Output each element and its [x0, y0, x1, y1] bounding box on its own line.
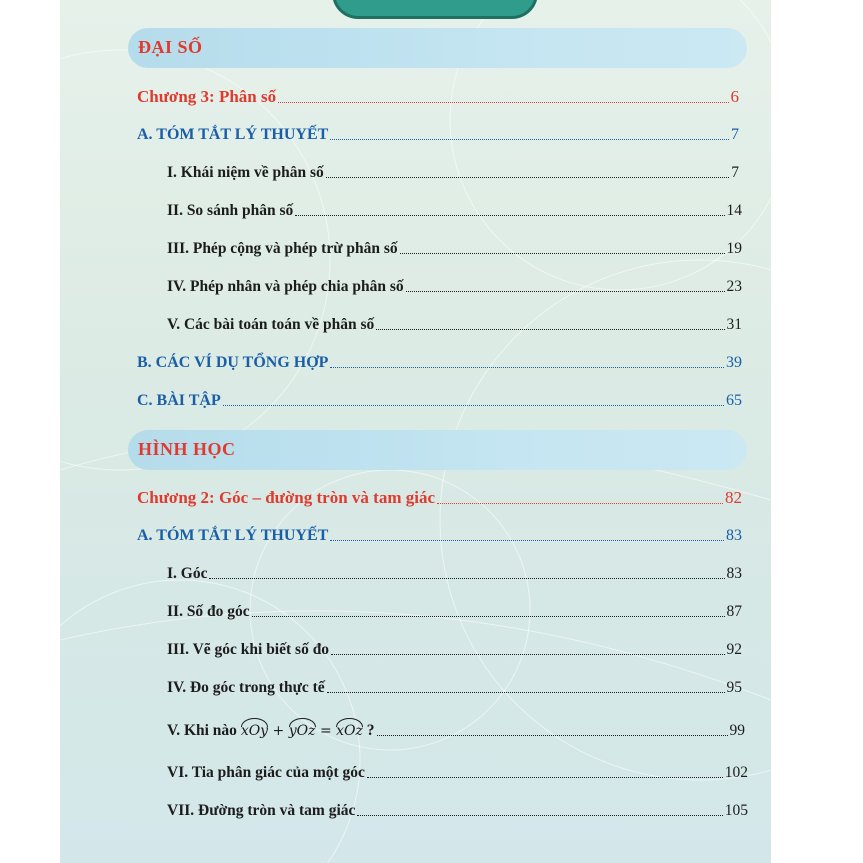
page-number: 19: [726, 240, 742, 257]
page-number: 102: [724, 764, 748, 781]
page-number: 92: [726, 641, 742, 658]
chapter-title: Chương 2: Góc – đường tròn và tam giác: [137, 488, 436, 507]
page-number: 82: [725, 488, 742, 507]
section-banner-dai-so: [128, 28, 747, 68]
angle-formula: [241, 723, 363, 739]
page-number: 6: [730, 87, 739, 106]
section-title: A. TÓM TẮT LÝ THUYẾT: [137, 126, 329, 143]
page-number: 105: [724, 802, 748, 819]
toc-subsection-row[interactable]: [167, 603, 742, 621]
equals-sign: =: [315, 723, 337, 739]
subsection-title: III. Vẽ góc khi biết số đo: [167, 641, 330, 658]
leader-dots: [330, 540, 724, 541]
toc-section-row[interactable]: [137, 354, 742, 372]
subsection-title-text: V. Khi nào: [167, 722, 237, 739]
leader-dots: [252, 616, 725, 617]
leader-dots: [437, 503, 723, 504]
subsection-title: II. Số đo góc: [167, 603, 250, 620]
page-number: 7: [731, 164, 739, 181]
leader-dots: [406, 291, 725, 292]
section-title: C. BÀI TẬP: [137, 392, 221, 409]
page-number: 14: [726, 202, 742, 219]
page-number: 7: [731, 126, 739, 143]
leader-dots: [367, 777, 723, 778]
toc-subsection-row[interactable]: [167, 641, 742, 659]
toc-subsection-row[interactable]: [167, 722, 745, 740]
toc-subsection-row[interactable]: [167, 278, 742, 296]
page-number: 83: [726, 527, 742, 544]
page-number: 95: [726, 679, 742, 696]
toc-section-row[interactable]: [137, 527, 742, 545]
page-number: 65: [726, 392, 742, 409]
subsection-title: VII. Đường tròn và tam giác: [167, 802, 356, 819]
page-number: 31: [726, 316, 742, 333]
subsection-title: IV. Đo góc trong thực tế: [167, 679, 325, 696]
leader-dots: [331, 654, 724, 655]
page-number: 39: [726, 354, 742, 371]
subsection-title: III. Phép cộng và phép trừ phân số: [167, 240, 398, 257]
leader-dots: [326, 177, 729, 178]
angle-xOy: xOy: [240, 723, 269, 739]
toc-subsection-row[interactable]: [167, 764, 748, 782]
leader-dots: [330, 367, 724, 368]
subsection-title: I. Góc: [167, 565, 208, 582]
section-title: B. CÁC VÍ DỤ TỔNG HỢP: [137, 354, 329, 371]
angle-xOz: xOz: [336, 723, 363, 739]
header-tab: [332, 0, 538, 19]
toc-subsection-row[interactable]: [167, 240, 742, 258]
leader-dots: [278, 102, 728, 103]
subsection-title: IV. Phép nhân và phép chia phân số: [167, 278, 404, 295]
page-number: 23: [726, 278, 742, 295]
angle-yOz: yOz: [288, 723, 316, 739]
leader-dots: [357, 815, 722, 816]
subsection-title: I. Khái niệm về phân số: [167, 164, 324, 181]
toc-subsection-row[interactable]: [167, 202, 742, 220]
toc-subsection-row[interactable]: [167, 679, 742, 697]
subsection-title: [167, 722, 375, 740]
toc-subsection-row[interactable]: [167, 316, 742, 334]
question-mark: ?: [362, 722, 375, 739]
leader-dots: [209, 578, 724, 579]
leader-dots: [377, 735, 728, 736]
plus-sign: +: [268, 723, 289, 739]
subsection-title: II. So sánh phân số: [167, 202, 294, 219]
section-banner-hinh-hoc: [128, 430, 747, 470]
leader-dots: [295, 215, 724, 216]
section-title: A. TÓM TẮT LÝ THUYẾT: [137, 527, 329, 544]
subsection-title: V. Các bài toán toán về phân số: [167, 316, 375, 333]
toc-section-row[interactable]: [137, 126, 739, 144]
page-number: 87: [726, 603, 742, 620]
leader-dots: [327, 692, 725, 693]
toc-subsection-row[interactable]: [167, 802, 748, 820]
toc-subsection-row[interactable]: [167, 164, 739, 182]
leader-dots: [223, 405, 724, 406]
toc-subsection-row[interactable]: [167, 565, 742, 583]
toc-chapter-row[interactable]: [137, 488, 742, 508]
leader-dots: [400, 253, 725, 254]
chapter-title: Chương 3: Phân số: [137, 87, 277, 106]
page-number: 99: [729, 722, 745, 739]
banner-title: HÌNH HỌC: [138, 439, 236, 459]
toc-section-row[interactable]: [137, 392, 742, 410]
subsection-title: VI. Tia phân giác của một góc: [167, 764, 365, 781]
leader-dots: [376, 329, 724, 330]
banner-title: ĐẠI SỐ: [138, 37, 203, 57]
leader-dots: [330, 139, 729, 140]
toc-chapter-row[interactable]: [137, 87, 739, 107]
page-number: 83: [726, 565, 742, 582]
toc-page: [60, 0, 771, 863]
